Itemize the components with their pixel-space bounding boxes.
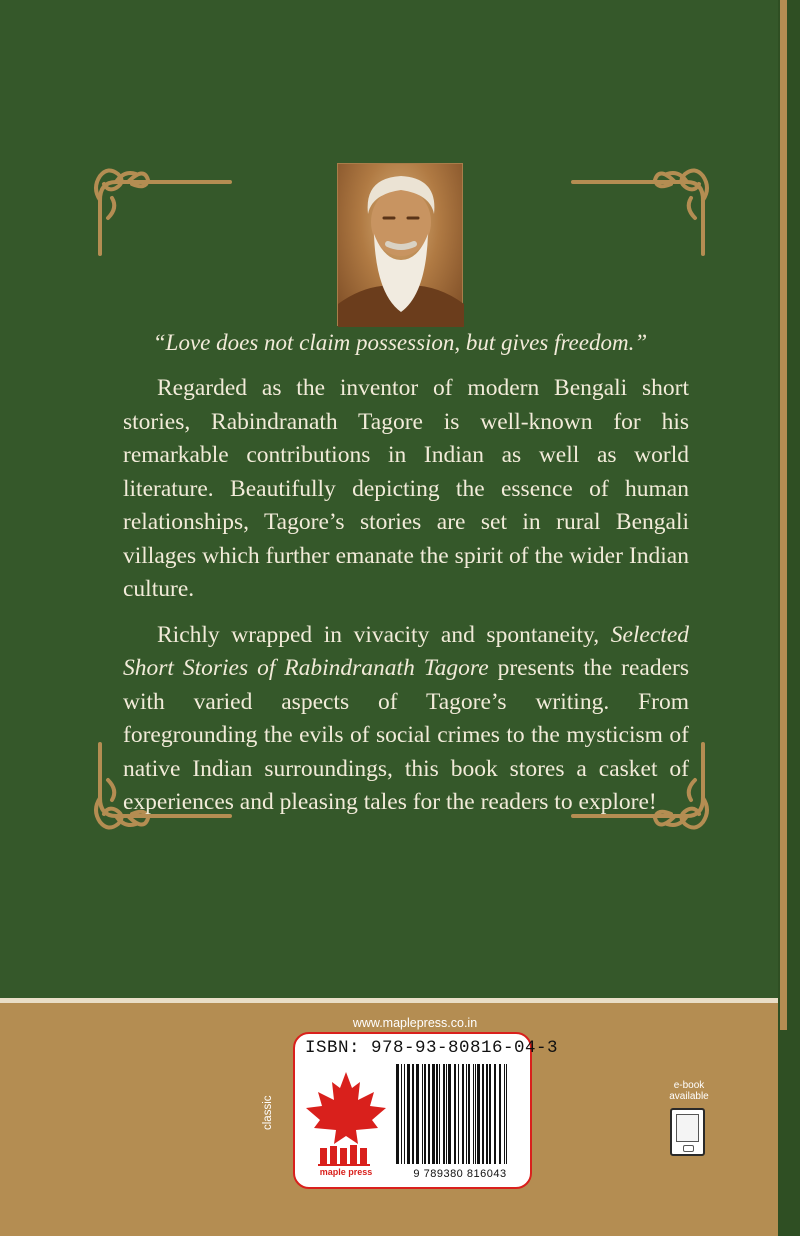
barcode-bar — [404, 1064, 405, 1164]
barcode-bar — [448, 1064, 451, 1164]
ebook-label-line1: e-book — [673, 1080, 705, 1091]
barcode-card — [293, 1032, 559, 1189]
barcode-bar — [482, 1064, 484, 1164]
ereader-button — [683, 1145, 694, 1152]
barcode-bar — [446, 1064, 447, 1164]
barcode-bar — [443, 1064, 445, 1164]
barcode-bar — [432, 1064, 435, 1164]
quote: “Love does not claim possession, but gives freedom.” — [152, 330, 648, 355]
barcode-bar — [494, 1064, 496, 1164]
barcode-bar — [424, 1064, 426, 1164]
publisher-website: www.maplepress.co.in — [352, 1016, 478, 1030]
blurb-paragraph-2 — [123, 619, 689, 820]
barcode-bar — [477, 1064, 480, 1164]
barcode-bar — [454, 1064, 456, 1164]
blurb-paragraph-2-lead: Richly wrapped in vivacity and spontaneity, — [157, 621, 611, 648]
barcode-bar — [466, 1064, 467, 1164]
barcode-bar — [416, 1064, 419, 1164]
ereader-icon — [670, 1108, 705, 1156]
isbn-barcode — [394, 1064, 526, 1164]
barcode-bar — [436, 1064, 438, 1164]
ornament-top-right — [565, 160, 715, 256]
barcode-bar — [506, 1064, 507, 1164]
category-label: classic — [262, 1095, 274, 1130]
isbn-text: ISBN: 978-93-80816-04-3 — [305, 1038, 559, 1058]
barcode-bar — [396, 1064, 399, 1164]
barcode-bar — [412, 1064, 414, 1164]
spine-gold-stripe — [780, 0, 787, 1030]
blurb-paragraph-2-rest: presents the readers with varied aspects of Tagore’s writing. From foregrounding the evils of social crimes to the mysticism of native Indian surroundings, this book stores a casket of experiences and pleasing tales for the readers to explore! — [123, 655, 689, 815]
author-portrait — [337, 163, 463, 326]
barcode-bar — [475, 1064, 476, 1164]
ebook-label — [664, 1080, 714, 1102]
barcode-bar — [439, 1064, 440, 1164]
blurb-paragraph-1: Regarded as the inventor of modern Bengali short stories, Rabindranath Tagore is well-known for his remarkable contributions in Indian as well as world literature. Beautifully depicting the essence of human relationships, Tagore’s stories are set in rural Bengali villages which further emanate the spirit of the wider Indian culture. — [123, 375, 689, 602]
barcode-digits: 9 789380 816043 — [413, 1168, 507, 1180]
book-title: Selected Short Stories of Rabindranath Tagore — [123, 621, 689, 681]
maple-press-wordmark: maple press — [319, 1167, 373, 1177]
barcode-bar — [504, 1064, 505, 1164]
barcode-bar — [486, 1064, 488, 1164]
ereader-screen — [676, 1114, 699, 1142]
ornament-top-left — [88, 160, 238, 256]
barcode-bar — [407, 1064, 410, 1164]
barcode-bar — [422, 1064, 423, 1164]
barcode-bar — [428, 1064, 430, 1164]
barcode-bar — [458, 1064, 459, 1164]
barcode-bar — [462, 1064, 464, 1164]
barcode-bar — [499, 1064, 501, 1164]
barcode-bar — [401, 1064, 402, 1164]
barcode-bar — [489, 1064, 491, 1164]
blurb — [123, 372, 689, 820]
ebook-label-line2: available — [669, 1091, 709, 1102]
barcode-bar — [468, 1064, 470, 1164]
barcode-bar — [473, 1064, 474, 1164]
